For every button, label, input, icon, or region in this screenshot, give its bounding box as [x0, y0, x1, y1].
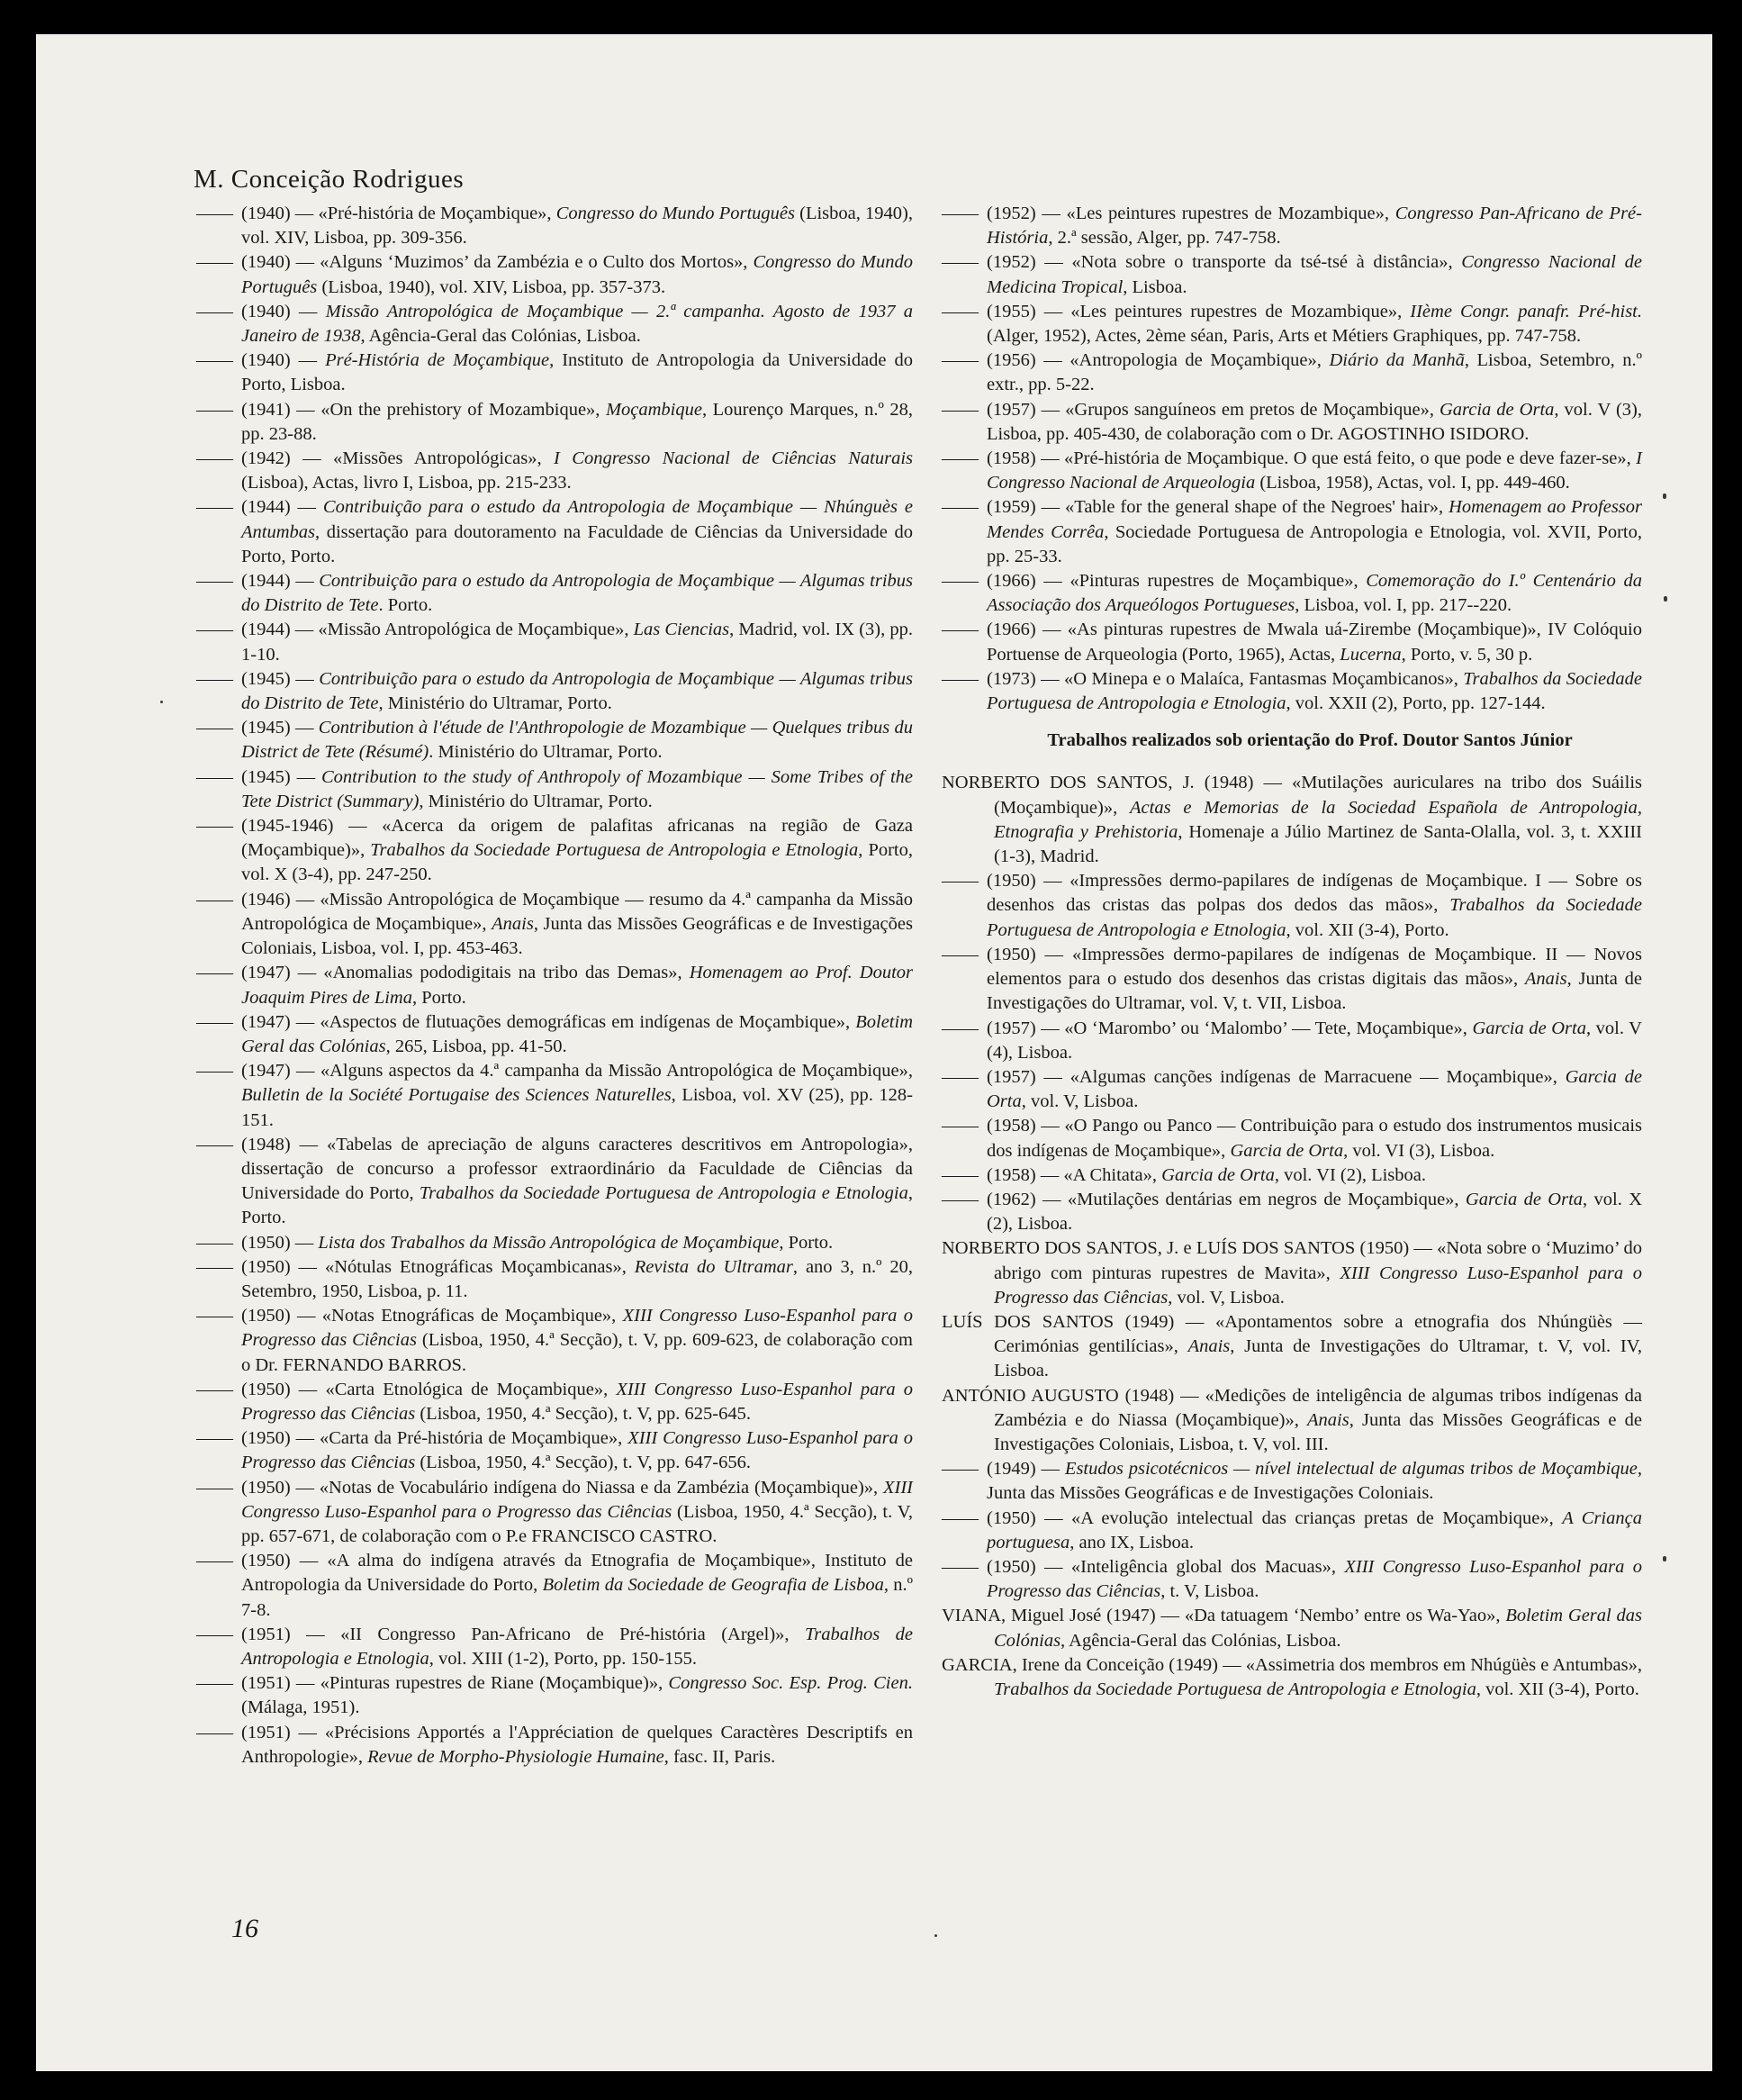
- entry-text: , vol. VI (3), Lisboa.: [1343, 1140, 1495, 1161]
- repeat-author-dash: ——: [942, 620, 979, 640]
- entry-text: (1950) — «Nótulas Etnográficas Moçambicanas»,: [241, 1256, 635, 1277]
- entry-text: (1950) — «Notas Etnográficas de Moçambique»,: [241, 1306, 623, 1326]
- entry-text: (1950) —: [241, 1232, 319, 1253]
- bibliography-entry: [942, 1236, 1642, 1310]
- bibliography-entry: [196, 961, 913, 1009]
- bibliography-entry: [196, 569, 913, 618]
- entry-title: Congresso Nacional de Medicina Tropical: [987, 252, 1642, 297]
- entry-title: Garcia de Orta: [1230, 1140, 1344, 1161]
- entry-text: , Porto.: [412, 987, 466, 1008]
- entry-text: (1950) — «Notas de Vocabulário indígena do Niassa e da Zambézia (Moçambique)»,: [241, 1477, 883, 1498]
- entry-text: , vol. XIII (1-2), Porto, pp. 150-155.: [429, 1648, 698, 1669]
- bibliography-entry: [942, 1017, 1642, 1065]
- entry-text: , Instituto de Antropologia da Universidade do Porto, Lisboa.: [241, 350, 913, 395]
- entry-title: Contribuição para o estudo da Antropologia de Moçambique — Nhúnguès e Antumbas: [241, 497, 913, 542]
- entry-title: Comemoração do I.º Centenário da Associação dos Arqueólogos Portugueses: [987, 571, 1642, 616]
- entry-text: (1941) — «On the prehistory of Mozambique»,: [241, 399, 606, 420]
- repeat-author-dash: ——: [196, 1624, 233, 1644]
- repeat-author-dash: ——: [942, 204, 979, 223]
- entry-text: (1942) — «Missões Antropológicas»,: [241, 448, 555, 469]
- repeat-author-dash: ——: [196, 399, 233, 420]
- entry-text: , vol. XII (3-4), Porto.: [1286, 919, 1449, 940]
- entry-title: Anais: [1187, 1336, 1231, 1357]
- bibliography-entry: [942, 1310, 1642, 1384]
- entry-title: Homenagem ao Prof. Doutor Joaquim Pires de Lima: [241, 963, 913, 1008]
- bibliography-entry: [196, 1476, 913, 1550]
- repeat-author-dash: ——: [196, 668, 233, 689]
- entry-text: (Lisboa, 1950, 4.ª Secção), t. V, pp. 657-671, de colaboração com o P.e FRANCISCO CASTRO.: [241, 1501, 913, 1546]
- repeat-author-dash: ——: [196, 620, 233, 640]
- entry-text: (1944) —: [241, 571, 320, 592]
- entry-title: Trabalhos da Sociedade Portuguesa de Antropologia e Etnologia: [419, 1183, 908, 1204]
- entry-title: Garcia de Orta: [1472, 1018, 1586, 1038]
- entry-text: , ano 3, n.º 20, Setembro, 1950, Lisboa, p. 11.: [241, 1256, 913, 1301]
- entry-text: , Agência-Geral das Colónias, Lisboa.: [1061, 1630, 1341, 1651]
- entry-author: NORBERTO DOS SANTOS, J.: [942, 773, 1195, 793]
- entry-title: XIII Congresso Luso-Espanhol para o Progresso das Ciências: [241, 1477, 913, 1522]
- entry-text: (1947) — «Aspectos de flutuações demográficas em indígenas de Moçambique»,: [241, 1011, 856, 1032]
- repeat-author-dash: ——: [942, 1507, 979, 1528]
- entry-title: Bulletin de la Société Portugaise des Sciences Naturelles: [241, 1085, 672, 1106]
- entry-text: , Lisboa.: [1123, 276, 1187, 297]
- repeat-author-dash: ——: [196, 816, 233, 837]
- entry-title: Contribuição para o estudo da Antropologia de Moçambique — Algumas tribus do Distrito de Tete: [241, 571, 913, 616]
- entry-text: , Junta de Investigações do Ultramar, t. V, vol. IV, Lisboa.: [994, 1336, 1642, 1381]
- entry-text: , Homenaje a Júlio Martinez de Santa-Olalla, vol. 3, t. XXIII (1-3), Madrid.: [994, 821, 1642, 867]
- entry-text: (Málaga, 1951).: [241, 1697, 360, 1718]
- entry-title: Estudos psicotécnicos — nível intelectual de algumas tribos de Moçambique: [1064, 1459, 1638, 1480]
- bibliography-entry: [196, 1671, 913, 1720]
- entry-text: (1944) —: [241, 497, 323, 518]
- entry-text: (1950) — «Carta Etnológica de Moçambique»,: [241, 1379, 617, 1399]
- bibliography-entry: [942, 569, 1642, 618]
- entry-title: Garcia de Orta: [1161, 1164, 1275, 1185]
- bibliography-entry: [196, 300, 913, 348]
- bibliography-entry: [942, 869, 1642, 943]
- bibliography-entry: [196, 1304, 913, 1378]
- entry-title: Actas e Memorias de la Sociedad Española de Antropologia, Etnografia y Prehistoria: [994, 797, 1642, 842]
- bibliography-entry: [196, 1378, 913, 1426]
- entry-title: Congresso Pan-Africano de Pré-História: [987, 204, 1642, 249]
- bibliography-entry: [196, 1426, 913, 1475]
- entry-text: (1966) — «Pinturas rupestres de Moçambique»,: [987, 571, 1367, 592]
- repeat-author-dash: ——: [942, 252, 979, 273]
- entry-text: (Lisboa, 1950, 4.ª Secção), t. V, pp. 609-623, de colaboração com o Dr. FERNANDO BARROS.: [241, 1330, 914, 1375]
- bibliography-entry: [942, 202, 1642, 250]
- entry-text: , vol. V (3), Lisboa, pp. 405-430, de colaboração com o Dr. AGOSTINHO ISIDORO.: [987, 399, 1642, 444]
- entry-text: (1949) — «Apontamentos sobre a etnografia dos Nhúngüès — Cerimónias gentilícias»,: [994, 1311, 1642, 1357]
- entry-text: (1958) — «O Pango ou Panco — Contribuição para o estudo dos instrumentos musicais dos indígenas de Moçambique»,: [987, 1116, 1642, 1161]
- bibliography-entry: [942, 1653, 1642, 1702]
- entry-author: NORBERTO DOS SANTOS, J. e LUÍS DOS SANTOS: [942, 1238, 1356, 1259]
- entry-text: , Junta de Investigações do Ultramar, vol. V, t. VII, Lisboa.: [987, 969, 1642, 1014]
- entry-text: (1962) — «Mutilações dentárias em negros de Moçambique»,: [987, 1189, 1466, 1209]
- entry-text: (1944) — «Missão Antropológica de Moçambique»,: [241, 620, 634, 640]
- repeat-author-dash: ——: [942, 448, 979, 469]
- entry-text: (1958) — «Pré-história de Moçambique. O que está feito, o que pode e deve fazer-se»,: [987, 448, 1637, 469]
- repeat-author-dash: ——: [942, 1556, 979, 1577]
- entry-text: (1957) — «Grupos sanguíneos em pretos de Moçambique»,: [987, 399, 1440, 420]
- entry-text: (1950) — «A alma do indígena através da Etnografia de Moçambique», Instituto de Antropologia da Universidade do Porto,: [241, 1551, 913, 1596]
- repeat-author-dash: ——: [942, 1116, 979, 1136]
- repeat-author-dash: ——: [942, 668, 979, 689]
- bibliography-entry: [942, 1384, 1642, 1458]
- repeat-author-dash: ——: [942, 399, 979, 420]
- ink-speck: [934, 1934, 937, 1937]
- entry-text: (Lisboa, 1950, 4.ª Secção), t. V, pp. 625-645.: [415, 1403, 751, 1424]
- entry-text: (1973) — «O Minepa e o Malaíca, Fantasmas Moçambicanos»,: [987, 668, 1464, 689]
- entry-text: , Junta das Missões Geográficas e de Investigações Coloniais, Lisboa, vol. I, pp. 453-463.: [241, 913, 913, 959]
- running-header: M. Conceição Rodrigues: [194, 165, 465, 194]
- repeat-author-dash: ——: [196, 350, 233, 371]
- bibliography-entry: [942, 398, 1642, 447]
- bibliography-entry: [942, 1114, 1642, 1163]
- entry-text: (1956) — «Antropologia de Moçambique»,: [987, 350, 1330, 371]
- bibliography-entry: [196, 202, 913, 250]
- entry-text: (1951) — «Pinturas rupestres de Riane (Moçambique)»,: [241, 1673, 669, 1694]
- repeat-author-dash: ——: [942, 1189, 979, 1209]
- entry-text: (1947) — «Da tatuagem ‘Nembo’ entre os Wa-Yao»,: [1101, 1606, 1506, 1626]
- ink-speck: [1663, 1556, 1666, 1561]
- entry-text: (1950) — «Inteligência global dos Macuas»,: [987, 1556, 1345, 1577]
- entry-author: LUÍS DOS SANTOS: [942, 1311, 1115, 1332]
- entry-text: (1940) — «Alguns ‘Muzimos’ da Zambézia e o Culto dos Mortos»,: [241, 252, 754, 273]
- bibliography-entry: [942, 943, 1642, 1017]
- entry-text: (1940) — «Pré-história de Moçambique»,: [241, 204, 556, 223]
- entry-text: , Junta das Missões Geográficas e de Investigações Coloniais.: [987, 1459, 1642, 1504]
- entry-text: . Porto.: [378, 595, 433, 616]
- repeat-author-dash: ——: [942, 1066, 979, 1087]
- entry-title: Moçambique: [605, 399, 702, 420]
- bibliography-entry: [196, 667, 913, 716]
- entry-text: , vol. V (4), Lisboa.: [987, 1018, 1642, 1063]
- section-heading: Trabalhos realizados sob orientação do Prof. Doutor Santos Júnior: [1047, 730, 1573, 751]
- entry-title: Contribuição para o estudo da Antropologia de Moçambique — Algumas tribus do Distrito de Tete: [241, 668, 913, 714]
- entry-text: , vol. V, Lisboa.: [1021, 1091, 1139, 1112]
- entry-text: , Agência-Geral das Colónias, Lisboa.: [360, 326, 641, 347]
- bibliography-entry: [942, 348, 1642, 397]
- entry-title: Anais: [1307, 1409, 1349, 1430]
- entry-text: (1945-1946) — «Acerca da origem de palafitas africanas na região de Gaza (Moçambique)»,: [241, 816, 913, 861]
- repeat-author-dash: ——: [196, 889, 233, 910]
- entry-title: Revue de Morpho-Physiologie Humaine: [367, 1746, 664, 1767]
- entry-text: (1957) — «O ‘Marombo’ ou ‘Malombo’ — Tete, Moçambique»,: [987, 1018, 1473, 1038]
- repeat-author-dash: ——: [196, 718, 233, 738]
- entry-text: (1948) — «Tabelas de apreciação de alguns caracteres descritivos em Antropologia», dissertação de concurso a professor extraordinário da Faculdade de Ciências da Universidade do Porto,: [241, 1134, 913, 1204]
- entry-text: (1952) — «Les peintures rupestres de Mozambique»,: [987, 204, 1395, 223]
- entry-text: (1959) — «Table for the general shape of the Negroes' hair»,: [987, 497, 1449, 518]
- bibliography-entry: [942, 618, 1642, 666]
- repeat-author-dash: ——: [942, 497, 979, 518]
- bibliography-entry: [196, 1231, 913, 1255]
- entry-text: (1966) — «As pinturas rupestres de Mwala uá-Zirembe (Moçambique)», IV Colóquio Portuense de Arqueologia (Porto, 1965), Actas,: [987, 620, 1642, 665]
- entry-text: , vol. XXII (2), Porto, pp. 127-144.: [1286, 693, 1546, 714]
- repeat-author-dash: ——: [942, 1164, 979, 1185]
- entry-text: (1950) — «Nota sobre o ‘Muzimo’ do abrigo com pinturas rupestres de Mavita»,: [994, 1238, 1642, 1283]
- bibliography-entry: [196, 716, 913, 765]
- page-sheet: [36, 34, 1712, 2071]
- ink-speck: [1664, 596, 1667, 602]
- entry-title: IIème Congr. panafr. Pré-hist.: [1410, 301, 1642, 321]
- repeat-author-dash: ——: [196, 301, 233, 321]
- repeat-author-dash: ——: [196, 1477, 233, 1498]
- entry-text: (1949) —: [987, 1459, 1065, 1480]
- entry-text: , 265, Lisboa, pp. 41-50.: [385, 1036, 567, 1056]
- entry-text: , Porto, v. 5, 30 p.: [1401, 644, 1533, 665]
- repeat-author-dash: ——: [196, 766, 233, 787]
- repeat-author-dash: ——: [196, 1232, 233, 1253]
- entry-text: , fasc. II, Paris.: [663, 1746, 776, 1767]
- entry-text: (1945) —: [241, 668, 320, 689]
- entry-text: (1958) — «A Chitata»,: [987, 1164, 1162, 1185]
- repeat-author-dash: ——: [196, 1306, 233, 1326]
- repeat-author-dash: ——: [196, 571, 233, 592]
- bibliography-entry: [196, 398, 913, 447]
- entry-title: Trabalhos de Antropologia e Etnologia: [241, 1624, 913, 1669]
- bibliography-entry: [942, 1188, 1642, 1236]
- bibliography-entry: [196, 888, 913, 962]
- entry-title: Congresso do Mundo Português: [555, 204, 795, 223]
- entry-title: Revista do Ultramar: [634, 1256, 793, 1277]
- bibliography-entry: [196, 1623, 913, 1671]
- entry-text: (1945) —: [241, 718, 319, 738]
- entry-title: I Congresso Nacional de Arqueologia: [987, 448, 1642, 493]
- entry-text: , Porto.: [241, 1183, 913, 1228]
- entry-title: XIII Congresso Luso-Espanhol para o Progresso das Ciências: [241, 1306, 913, 1351]
- entry-title: Trabalhos da Sociedade Portuguesa de Antropologia e Etnologia: [987, 895, 1642, 940]
- entry-title: Boletim Geral das Colónias: [241, 1011, 913, 1056]
- repeat-author-dash: ——: [196, 497, 233, 518]
- entry-title: Missão Antropológica de Moçambique — 2.ª campanha. Agosto de 1937 a Janeiro de 1938: [241, 301, 913, 347]
- entry-text: . Ministério do Ultramar, Porto.: [429, 742, 663, 763]
- repeat-author-dash: ——: [196, 204, 233, 223]
- entry-title: Lucerna: [1340, 644, 1402, 665]
- bibliography-entry: [196, 1549, 913, 1623]
- entry-text: , Lisboa, vol. I, pp. 217--220.: [1295, 595, 1512, 616]
- bibliography-entry: [942, 447, 1642, 495]
- repeat-author-dash: ——: [942, 944, 979, 964]
- repeat-author-dash: ——: [196, 1134, 233, 1154]
- bibliography-entry: [942, 250, 1642, 299]
- ink-speck: [160, 701, 163, 703]
- entry-text: , vol. XII (3-4), Porto.: [1476, 1679, 1639, 1699]
- bibliography-entry: [942, 1507, 1642, 1555]
- bibliography-entry: [942, 667, 1642, 716]
- entry-title: XIII Congresso Luso-Espanhol para o Progresso das Ciências: [241, 1379, 914, 1424]
- entry-text: (1951) — «II Congresso Pan-Africano de Pré-história (Argel)»,: [241, 1624, 806, 1644]
- ink-speck: [1663, 493, 1666, 499]
- bibliography-entry: [196, 1059, 913, 1133]
- bibliography-entry: [942, 1065, 1642, 1114]
- bibliography-entry: [196, 1255, 913, 1304]
- repeat-author-dash: ——: [942, 350, 979, 371]
- entry-text: (Lisboa, 1940), vol. XIV, Lisboa, pp. 309-356.: [241, 204, 913, 249]
- entry-text: , Ministério do Ultramar, Porto.: [378, 693, 612, 714]
- entry-title: Garcia de Orta: [987, 1066, 1642, 1112]
- entry-text: (1950) — «A evolução intelectual das crianças pretas de Moçambique»,: [987, 1507, 1563, 1528]
- entry-title: Contribution à l'étude de l'Anthropologie de Mozambique — Quelques tribus du District de Tete (Résumé): [241, 718, 913, 763]
- entry-text: (1947) — «Anomalias pododigitais na tribo das Demas»,: [241, 963, 690, 983]
- entry-title: I Congresso Nacional de Ciências Naturais: [554, 448, 914, 469]
- right-entry-list: [942, 202, 1642, 716]
- repeat-author-dash: ——: [942, 1459, 979, 1480]
- section-entry-list: [942, 771, 1642, 1702]
- entry-title: Pré-História de Moçambique: [325, 350, 550, 371]
- entry-text: (Lisboa, 1958), Actas, vol. I, pp. 449-460.: [1255, 473, 1570, 493]
- bibliography-entry: [942, 771, 1642, 869]
- page-number: 16: [231, 1914, 258, 1943]
- entry-text: (1950) — «Impressões dermo-papilares de indígenas de Moçambique. II — Novos elementos para o estudo dos desenhos das cristas digitais das mãos»,: [987, 944, 1642, 990]
- repeat-author-dash: ——: [196, 1673, 233, 1694]
- repeat-author-dash: ——: [196, 1722, 233, 1742]
- entry-text: , vol. X (2), Lisboa.: [987, 1189, 1642, 1235]
- entry-text: (Alger, 1952), Actes, 2ème séan, Paris, Arts et Métiers Graphiques, pp. 747-758.: [987, 326, 1582, 347]
- entry-title: Congresso Soc. Esp. Prog. Cien.: [668, 1673, 913, 1694]
- entry-text: , Ministério do Ultramar, Porto.: [419, 791, 653, 811]
- entry-text: (Lisboa, 1950, 4.ª Secção), t. V, pp. 647-656.: [415, 1453, 751, 1473]
- repeat-author-dash: ——: [196, 1256, 233, 1277]
- entry-text: , Porto, vol. X (3-4), pp. 247-250.: [241, 840, 913, 885]
- entry-text: (Lisboa), Actas, livro I, Lisboa, pp. 215-233.: [241, 473, 572, 493]
- entry-text: (1940) —: [241, 301, 326, 321]
- entry-text: (1945) —: [241, 766, 321, 787]
- entry-author: ANTÓNIO AUGUSTO: [942, 1385, 1119, 1406]
- entry-title: Garcia de Orta: [1439, 399, 1555, 420]
- repeat-author-dash: ——: [196, 1428, 233, 1449]
- repeat-author-dash: ——: [196, 963, 233, 983]
- bibliography-entry: [196, 447, 913, 495]
- entry-text: , dissertação para doutoramento na Faculdade de Ciências da Universidade do Porto, Porto.: [241, 521, 913, 566]
- entry-title: Boletim Geral das Colónias: [994, 1606, 1642, 1651]
- repeat-author-dash: ——: [942, 1018, 979, 1038]
- entry-title: Garcia de Orta: [1465, 1189, 1584, 1209]
- entry-text: , Lourenço Marques, n.º 28, pp. 23-88.: [241, 399, 913, 444]
- entry-text: , Madrid, vol. IX (3), pp. 1-10.: [241, 620, 913, 665]
- entry-title: Congresso do Mundo Português: [241, 252, 913, 297]
- repeat-author-dash: ——: [942, 301, 979, 321]
- entry-title: Trabalhos da Sociedade Portuguesa de Antropologia e Etnologia: [987, 668, 1642, 714]
- entry-text: , Lisboa, vol. XV (25), pp. 128-151.: [241, 1085, 913, 1130]
- repeat-author-dash: ——: [196, 448, 233, 469]
- bibliography-entry: [196, 348, 913, 397]
- left-column: [196, 202, 913, 1770]
- bibliography-entry: [196, 1133, 913, 1231]
- entry-title: A Criança portuguesa: [987, 1507, 1642, 1552]
- entry-text: , vol. VI (2), Lisboa.: [1274, 1164, 1426, 1185]
- bibliography-entry: [196, 814, 913, 888]
- entry-author: GARCIA, Irene da Conceição: [942, 1654, 1165, 1675]
- bibliography-entry: [196, 618, 913, 666]
- entry-text: (1940) —: [241, 350, 326, 371]
- entry-text: (1949) — «Assimetria dos membros em Nhúgüès e Antumbas»,: [1164, 1654, 1642, 1675]
- bibliography-entry: [196, 1721, 913, 1770]
- entry-author: VIANA, Miguel José: [942, 1606, 1102, 1626]
- entry-title: Anais: [492, 913, 534, 934]
- bibliography-entry: [196, 495, 913, 569]
- bibliography-entry: [942, 1457, 1642, 1506]
- bibliography-entry: [196, 765, 913, 814]
- entry-text: (1946) — «Missão Antropológica de Moçambique — resumo da 4.ª campanha da Missão Antropológica de Moçambique»,: [241, 889, 913, 934]
- entry-title: Las Ciencias: [633, 620, 730, 640]
- entry-title: Trabalhos da Sociedade Portuguesa de Antropologia e Etnologia: [370, 840, 859, 861]
- repeat-author-dash: ——: [196, 1061, 233, 1082]
- entry-title: Trabalhos da Sociedade Portuguesa de Antropologia e Etnologia: [994, 1679, 1476, 1699]
- entry-title: Boletim da Sociedade de Geografia de Lisboa: [542, 1575, 884, 1596]
- entry-title: Contribution to the study of Anthropoly of Mozambique — Some Tribes of the Tete District (Summary): [241, 766, 913, 811]
- repeat-author-dash: ——: [196, 1379, 233, 1399]
- bibliography-entry: [196, 250, 913, 299]
- bibliography-entry: [196, 1010, 913, 1059]
- entry-title: Homenagem ao Professor Mendes Corrêa: [987, 497, 1642, 542]
- entry-title: Lista dos Trabalhos da Missão Antropológica de Moçambique: [318, 1232, 780, 1253]
- entry-text: (1947) — «Alguns aspectos da 4.ª campanha da Missão Antropológica de Moçambique»,: [241, 1061, 913, 1082]
- right-column: [942, 202, 1642, 1702]
- entry-title: XIII Congresso Luso-Espanhol para o Progresso das Ciências: [241, 1428, 914, 1473]
- entry-text: , Porto.: [779, 1232, 834, 1253]
- entry-text: (1957) — «Algumas canções indígenas de Marracuene — Moçambique»,: [987, 1066, 1566, 1087]
- repeat-author-dash: ——: [942, 571, 979, 592]
- entry-text: , t. V, Lisboa.: [1160, 1581, 1259, 1602]
- entry-text: (Lisboa, 1940), vol. XIV, Lisboa, pp. 357-373.: [317, 276, 666, 297]
- entry-text: , ano IX, Lisboa.: [1070, 1532, 1195, 1552]
- repeat-author-dash: ——: [196, 1011, 233, 1032]
- entry-text: , Sociedade Portuguesa de Antropologia e Etnologia, vol. XVII, Porto, pp. 25-33.: [987, 521, 1642, 566]
- bibliography-entry: [942, 495, 1642, 569]
- entry-text: (1950) — «Impressões dermo-papilares de indígenas de Moçambique. I — Sobre os desenhos das cristas das polpas dos dedos das mãos»,: [987, 871, 1642, 916]
- bibliography-entry: [942, 1555, 1642, 1604]
- entry-text: (1950) — «Carta da Pré-história de Moçambique»,: [241, 1428, 628, 1449]
- entry-text: (1948) — «Mutilações auriculares na tribo dos Suáilis (Moçambique)»,: [994, 773, 1642, 818]
- entry-text: (1952) — «Nota sobre o transporte da tsé-tsé à distância»,: [987, 252, 1462, 273]
- entry-title: Diário da Manhã: [1329, 350, 1465, 371]
- entry-title: XIII Congresso Luso-Espanhol para o Progresso das Ciências: [987, 1556, 1642, 1602]
- entry-text: , Junta das Missões Geográficas e de Investigações Coloniais, Lisboa, t. V, vol. III.: [994, 1409, 1642, 1454]
- entry-title: Anais: [1524, 969, 1567, 990]
- entry-text: , n.º 7-8.: [241, 1575, 914, 1620]
- entry-text: (1951) — «Précisions Apportés a l'Appréciation de quelques Caractères Descriptifs en Anthropologie»,: [241, 1722, 913, 1767]
- entry-text: , Lisboa, Setembro, n.º extr., pp. 5-22.: [987, 350, 1643, 395]
- entry-text: , vol. V, Lisboa.: [1168, 1287, 1285, 1308]
- entry-text: , 2.ª sessão, Alger, pp. 747-758.: [1048, 228, 1281, 249]
- repeat-author-dash: ——: [196, 252, 233, 273]
- bibliography-entry: [942, 1604, 1642, 1652]
- entry-title: XIII Congresso Luso-Espanhol para o Progresso das Ciências: [994, 1263, 1642, 1308]
- entry-text: (1955) — «Les peintures rupestres de Mozambique»,: [987, 301, 1411, 321]
- entry-text: (1948) — «Medições de inteligência de algumas tribos indígenas da Zambézia e do Niassa (Moçambique)»,: [994, 1385, 1642, 1430]
- bibliography-entry: [942, 1163, 1642, 1188]
- repeat-author-dash: ——: [942, 871, 979, 892]
- bibliography-entry: [942, 300, 1642, 348]
- repeat-author-dash: ——: [196, 1551, 233, 1571]
